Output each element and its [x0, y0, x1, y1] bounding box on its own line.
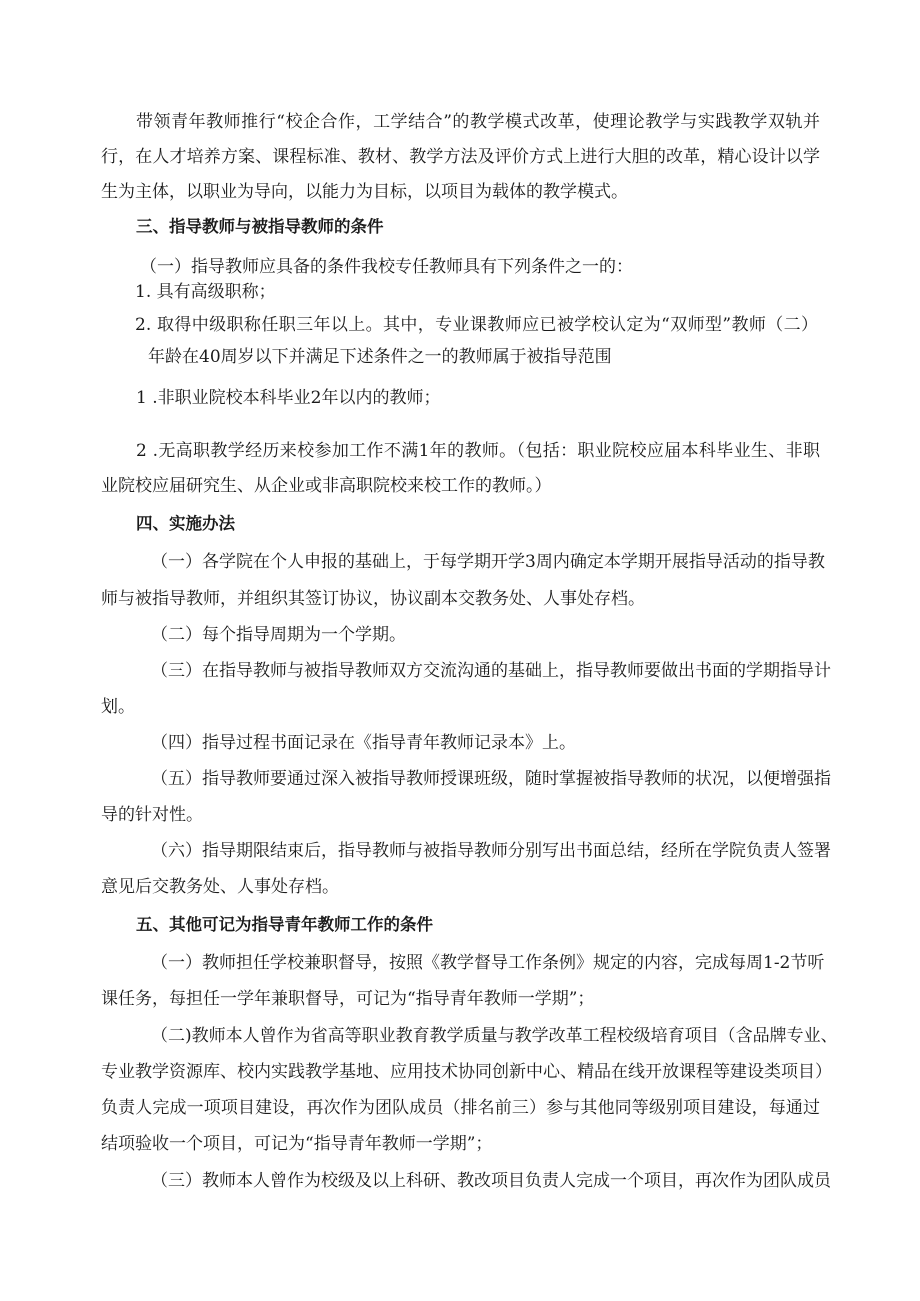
body-text-line: （三）在指导教师与被指导教师双方交流沟通的基础上，指导教师要做出书面的学期指导计	[151, 661, 831, 681]
body-text-line: （二）每个指导周期为一个学期。	[151, 625, 406, 645]
body-text-line: 带领青年教师推行“校企合作，工学结合”的教学模式改革，使理论教学与实践教学双轨并	[136, 112, 820, 132]
body-text-line: 划。	[101, 697, 135, 717]
body-text-line: 专业教学资源库、校内实践教学基地、应用技术协同创新中心、精品在线开放课程等建设类项目）	[101, 1062, 832, 1082]
body-text-line: （六）指导期限结束后，指导教师与被指导教师分别写出书面总结，经所在学院负责人签署	[151, 841, 831, 861]
body-text-line: 负责人完成一项项目建设，再次作为团队成员（排名前三）参与其他同等级别项目建设，每通过	[101, 1098, 820, 1118]
body-text-line: （四）指导过程书面记录在《指导青年教师记录本》上。	[151, 733, 576, 753]
body-text-line: 课任务，每担任一学年兼职督导，可记为“指导青年教师一学期”；	[101, 989, 595, 1009]
body-text-line: 意见后交教务处、人事处存档。	[101, 877, 339, 897]
section-heading: 四、实施办法	[136, 514, 235, 533]
list-item: 2. 取得中级职称任职三年以上。其中，专业课教师应已被学校认定为“双师型”教师（二）	[135, 315, 818, 335]
body-text-line: 年龄在40周岁以下并满足下述条件之一的教师属于被指导范围	[148, 347, 612, 367]
body-text-line: 行，在人才培养方案、课程标准、教材、教学方法及评价方式上进行大胆的改革，精心设计以学	[101, 147, 820, 167]
section-heading: 五、其他可记为指导青年教师工作的条件	[136, 915, 433, 934]
list-item: 2 .无高职教学经历来校参加工作不满1年的教师。（包括：职业院校应届本科毕业生、非职	[136, 441, 820, 461]
body-text-line: （一）教师担任学校兼职督导，按照《教学督导工作条例》规定的内容，完成每周1-2节听	[151, 953, 825, 973]
body-text-line: 结项验收一个项目，可记为“指导青年教师一学期”；	[101, 1134, 493, 1154]
body-text-line: 业院校应届研究生、从企业或非高职院校来校工作的教师。）	[101, 476, 552, 496]
body-text-line: 导的针对性。	[101, 805, 203, 825]
list-item: 1. 具有高级职称；	[135, 282, 276, 302]
body-text-line: （三）教师本人曾作为校级及以上科研、教改项目负责人完成一个项目，再次作为团队成员	[151, 1171, 831, 1191]
body-text-line: （五）指导教师要通过深入被指导教师授课班级，随时掌握被指导教师的状况，以便增强指	[151, 769, 831, 789]
body-text-line: 师与被指导教师，并组织其签订协议，协议副本交教务处、人事处存档。	[101, 589, 645, 609]
body-text-line: （一）各学院在个人申报的基础上，于每学期开学3周内确定本学期开展指导活动的指导教	[151, 552, 825, 572]
body-text-line: （二)教师本人曾作为省高等职业教育教学质量与教学改革工程校级培育项目（含品牌专业、	[151, 1026, 838, 1046]
section-heading: 三、指导教师与被指导教师的条件	[136, 217, 384, 236]
list-item: 1 .非职业院校本科毕业2年以内的教师；	[136, 388, 441, 408]
body-text-line: （一）指导教师应具备的条件我校专任教师具有下列条件之一的：	[140, 257, 633, 277]
body-text-line: 生为主体，以职业为导向，以能力为目标，以项目为载体的教学模式。	[101, 182, 628, 202]
